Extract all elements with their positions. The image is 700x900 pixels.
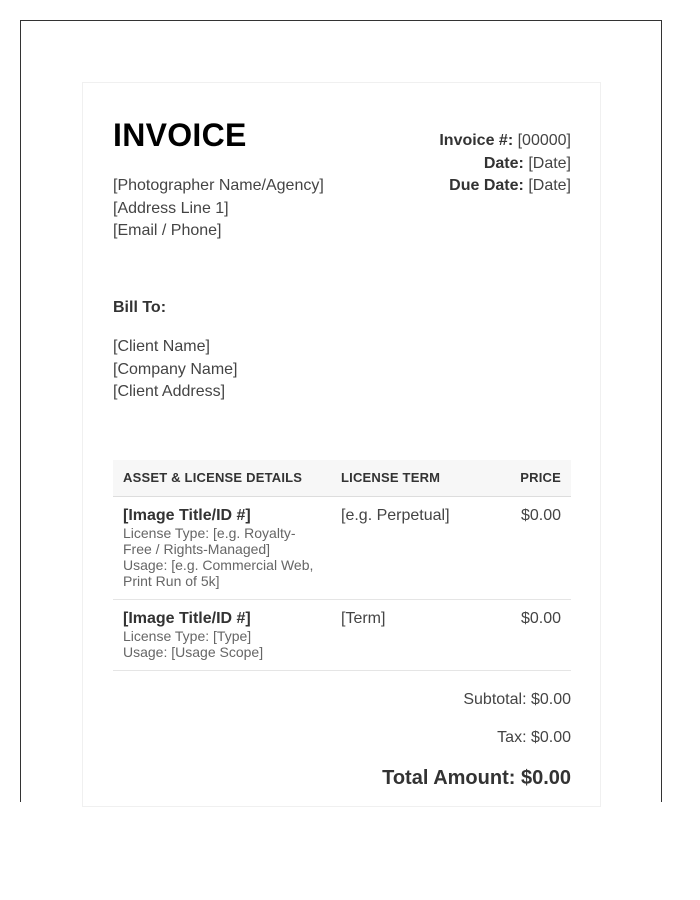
bill-to-label: Bill To:	[113, 299, 167, 316]
sender-name: [Photographer Name/Agency]	[113, 177, 324, 194]
subtotal: Subtotal: $0.00	[463, 691, 571, 708]
sender-address: [Address Line 1]	[113, 199, 229, 217]
page-frame	[20, 20, 662, 802]
tax: Tax: $0.00	[497, 729, 571, 746]
table-row	[113, 599, 571, 670]
table-header-row	[113, 460, 571, 496]
item-price: $0.00	[481, 599, 571, 670]
table-row	[113, 496, 571, 599]
column-header-term: LICENSE TERM	[331, 460, 481, 496]
client-company: [Company Name]	[113, 360, 238, 378]
totals-block	[382, 690, 571, 790]
bill-to-details	[113, 336, 238, 404]
invoice-number-value: [00000]	[517, 132, 571, 149]
total-amount: Total Amount: $0.00	[382, 767, 571, 789]
invoice-number-label: Invoice #:	[439, 132, 514, 149]
item-license-term: [Term]	[331, 599, 481, 670]
bill-to-block	[113, 299, 238, 404]
invoice-due-date-value: [Date]	[528, 177, 571, 194]
column-header-details: ASSET & LICENSE DETAILS	[113, 460, 331, 496]
invoice-title: INVOICE	[113, 117, 247, 153]
line-items-table	[113, 460, 571, 671]
client-address: [Client Address]	[113, 383, 226, 400]
item-details-cell	[113, 599, 331, 670]
sender-contact: [Email / Phone]	[113, 222, 222, 239]
client-name: [Client Name]	[113, 338, 210, 355]
invoice-header	[113, 83, 571, 263]
invoice-date-value: [Date]	[528, 154, 571, 172]
item-license-type: License Type: [e.g. Royalty-Free / Rights-Managed]	[123, 524, 296, 557]
item-license-type: License Type: [Type]	[123, 627, 252, 644]
invoice-number	[439, 130, 571, 153]
column-header-price: PRICE	[481, 460, 571, 496]
invoice-due-date-label: Due Date:	[449, 177, 524, 194]
item-details-cell	[113, 496, 331, 599]
item-price: $0.00	[481, 496, 571, 599]
invoice-due-date	[439, 175, 571, 198]
item-title: [Image Title/ID #]	[123, 506, 251, 524]
invoice-content	[113, 83, 571, 789]
item-usage: Usage: [e.g. Commercial Web, Print Run of 5k]	[123, 556, 314, 589]
item-license-term: [e.g. Perpetual]	[331, 496, 481, 599]
item-usage: Usage: [Usage Scope]	[123, 643, 264, 660]
invoice-document	[82, 82, 601, 807]
invoice-meta	[439, 130, 571, 198]
item-title: [Image Title/ID #]	[123, 609, 251, 627]
invoice-date	[439, 153, 571, 176]
sender-block	[113, 175, 324, 243]
invoice-date-label: Date:	[483, 154, 524, 172]
